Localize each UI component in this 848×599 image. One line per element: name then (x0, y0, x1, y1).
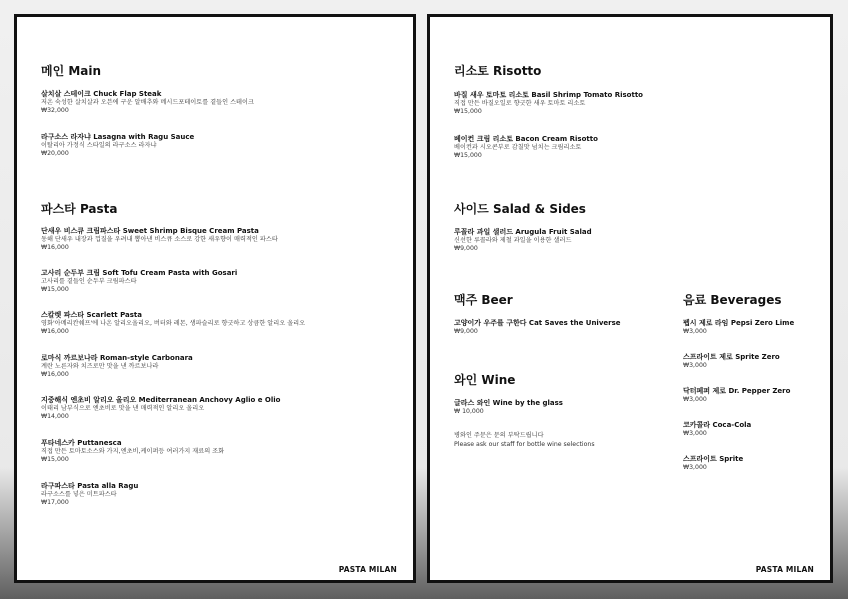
item-name: 루꼴라 과일 샐러드 Arugula Fruit Salad (454, 228, 592, 236)
item-name: 스프라이트 Sprite (683, 455, 744, 463)
section-title-main: 메인 Main (41, 64, 102, 78)
item-description: 계란 노른자와 치즈로만 맛을 낸 까르보나라 (41, 363, 159, 370)
section-title-wine: 와인 Wine (454, 373, 516, 387)
item-price: ₩3,000 (683, 464, 707, 471)
wine-note-en: Please ask our staff for bottle wine selections (454, 441, 595, 448)
section-title-sides: 사이드 Salad & Sides (454, 202, 586, 216)
item-description: 베이컨과 시오콘부로 감칠맛 넘치는 크림리소토 (454, 144, 582, 151)
menu-item (41, 227, 381, 252)
menu-item (683, 353, 813, 370)
item-name: 지중해식 엔초비 알리오 올리오 Mediterranean Anchovy Aglio e Olio (41, 396, 281, 404)
item-price: ₩15,000 (41, 286, 69, 293)
item-name: 스프라이트 제로 Sprite Zero (683, 353, 780, 361)
item-price: ₩3,000 (683, 328, 707, 335)
wine-note (454, 431, 654, 449)
item-description: 신선한 루꼴라와 제철 과일을 이용한 샐러드 (454, 237, 572, 244)
item-name: 로마식 까르보나라 Roman-style Carbonara (41, 354, 193, 362)
section-title-pasta: 파스타 Pasta (41, 202, 118, 216)
item-name: 살치살 스테이크 Chuck Flap Steak (41, 90, 162, 98)
brand-logo: PASTA MILAN (338, 565, 397, 574)
section-beer (454, 293, 621, 335)
brand-logo: PASTA MILAN (755, 565, 814, 574)
item-description: 동해 단새우 내장과 껍질을 우려내 뽑아낸 비스큐 소스로 강한 새우향이 매력적인 파스타 (41, 236, 278, 243)
menu-item (454, 399, 654, 416)
item-description: 저온 숙성한 살치살과 오븐에 구운 알배추와 메시드포테이토를 곁들인 스테이크 (41, 99, 254, 106)
menu-item (683, 319, 813, 336)
menu-page-left (14, 14, 416, 583)
item-name: 단새우 비스큐 크림파스타 Sweet Shrimp Bisque Cream Pasta (41, 227, 259, 235)
menu-item (41, 90, 381, 115)
item-name: 글라스 와인 Wine by the glass (454, 399, 563, 407)
item-description: 고사리를 곁들인 순두부 크림파스타 (41, 278, 137, 285)
section-title-beer: 맥주 Beer (454, 293, 513, 307)
menu-item (454, 91, 794, 116)
menu-item (41, 439, 381, 464)
item-price: ₩32,000 (41, 107, 69, 114)
section-title-beverages: 음료 Beverages (683, 293, 782, 307)
item-price: ₩9,000 (454, 328, 478, 335)
section-main (41, 64, 254, 157)
menu-page-right (427, 14, 833, 583)
section-wine (454, 373, 595, 448)
item-name: 푸타네스카 Puttanesca (41, 439, 122, 447)
item-price: ₩16,000 (41, 328, 69, 335)
item-price: ₩16,000 (41, 371, 69, 378)
menu-item (41, 482, 381, 507)
item-description: 이태리 남부식으로 엔초비로 맛을 낸 매력적인 알리오 올리오 (41, 405, 205, 412)
item-description: 라구소스를 넣은 미트파스타 (41, 491, 117, 498)
item-price: ₩3,000 (683, 396, 707, 403)
menu-item (41, 354, 381, 379)
section-beverages (683, 293, 795, 471)
item-name: 바질 새우 토마토 리소토 Basil Shrimp Tomato Risotto (454, 91, 643, 99)
item-price: ₩20,000 (41, 150, 69, 157)
menu-item (454, 319, 654, 336)
menu-item (41, 269, 381, 294)
item-name: 스칼렛 파스타 Scarlett Pasta (41, 311, 142, 319)
menu-item (41, 396, 381, 421)
section-risotto (454, 64, 643, 159)
menu-item (41, 311, 381, 336)
item-price: ₩3,000 (683, 430, 707, 437)
item-name: 코카콜라 Coca-Cola (683, 421, 752, 429)
item-name: 라구파스타 Pasta alla Ragu (41, 482, 139, 490)
item-name: 닥터페퍼 제로 Dr. Pepper Zero (683, 387, 791, 395)
item-name: 베이컨 크림 리소토 Bacon Cream Risotto (454, 135, 598, 143)
menu-item (454, 135, 794, 160)
item-name: 고양이가 우주를 구한다 Cat Saves the Universe (454, 319, 621, 327)
item-description: 직접 만든 토마토소스와 가지,엔초비,케이퍼등 여러가지 재료의 조화 (41, 448, 225, 455)
menu-item (683, 455, 813, 472)
menu-item (683, 421, 813, 438)
section-title-risotto: 리소토 Risotto (454, 64, 542, 78)
item-description: 직접 만든 바질오일로 향긋한 새우 토마토 리소토 (454, 100, 586, 107)
item-description: 이탈리아 가정식 스타일의 라구소스 라자냐 (41, 142, 157, 149)
menu-item (41, 133, 381, 158)
item-price: ₩17,000 (41, 499, 69, 506)
item-price: ₩15,000 (454, 108, 482, 115)
section-pasta (41, 202, 306, 506)
item-price: ₩ 10,000 (454, 408, 484, 415)
item-name: 펩시 제로 라임 Pepsi Zero Lime (683, 319, 795, 327)
item-price: ₩16,000 (41, 244, 69, 251)
section-sides (454, 202, 592, 252)
item-name: 라구소스 라자냐 Lasagna with Ragu Sauce (41, 133, 195, 141)
item-price: ₩9,000 (454, 245, 478, 252)
menu-item (683, 387, 813, 404)
menu-item (454, 228, 794, 253)
item-price: ₩15,000 (41, 456, 69, 463)
wine-note-ko: 병와인 주문은 문의 부탁드립니다 (454, 432, 544, 439)
item-name: 고사리 순두부 크림 Soft Tofu Cream Pasta with Gosari (41, 269, 238, 277)
item-description: 영화'아메리칸쉐프'에 나온 알리오올리오, 버터와 레몬, 생파슬리로 향긋하고 상큼한 알리오 올리오 (41, 320, 306, 327)
item-price: ₩3,000 (683, 362, 707, 369)
item-price: ₩14,000 (41, 413, 69, 420)
item-price: ₩15,000 (454, 152, 482, 159)
